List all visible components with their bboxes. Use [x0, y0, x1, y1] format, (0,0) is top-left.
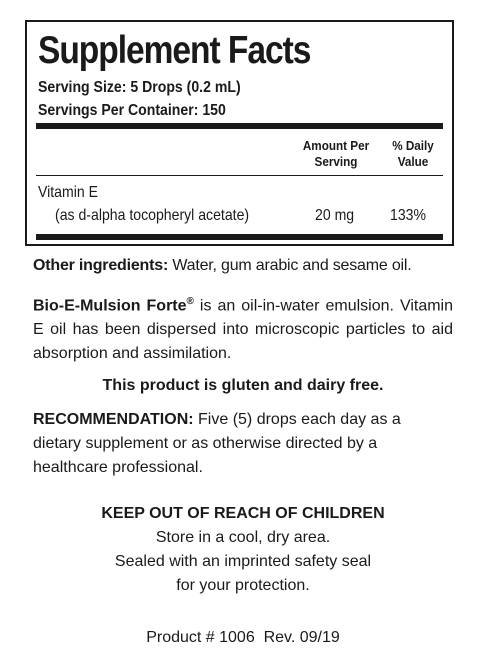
supplement-facts-panel — [25, 20, 454, 246]
servings-per-container: Servings Per Container: 150 — [38, 102, 226, 119]
recommendation-label: RECOMMENDATION: — [33, 411, 194, 428]
column-header-daily-value — [382, 138, 445, 170]
product-code: Product # 1006 Rev. 09/19 — [146, 629, 340, 646]
divider-thick-top — [36, 123, 443, 129]
serving-size: Serving Size: 5 Drops (0.2 mL) — [38, 79, 241, 96]
registered-mark: ® — [186, 296, 194, 307]
other-ingredients — [33, 254, 453, 278]
seal-notice: Sealed with an imprinted safety seal — [114, 553, 372, 570]
product-name: Bio-E-Mulsion Forte — [33, 297, 187, 315]
other-ingredients-label: Other ingredients: — [33, 257, 169, 274]
nutrient-daily-value: 133% — [390, 207, 427, 224]
column-header-amount — [293, 138, 379, 170]
nutrient-form: (as d-alpha tocopheryl acetate) — [55, 207, 250, 224]
recommendation — [33, 408, 453, 480]
column-header-amount-line2: Serving — [314, 154, 358, 169]
keep-out-warning: KEEP OUT OF REACH OF CHILDREN — [101, 505, 385, 522]
nutrient-amount: 20 mg — [315, 207, 355, 224]
other-ingredients-text: Water, gum arabic and sesame oil. — [168, 257, 412, 274]
column-header-dv-line2: Value — [397, 154, 429, 169]
gluten-statement: This product is gluten and dairy free. — [102, 377, 384, 394]
storage-instruction: Store in a cool, dry area. — [155, 529, 331, 546]
facts-title: Supplement Facts — [38, 29, 311, 72]
divider-thin — [36, 175, 443, 176]
product-description-text: is an oil-in-water emulsion. Vitamin E oil has been dispersed into microscopic particles to aid absorption and assimilation. — [33, 297, 453, 363]
recommendation-text: Five (5) drops each day as a dietary supplement or as otherwise directed by a healthcare professional. — [33, 411, 401, 476]
nutrient-name: Vitamin E — [38, 184, 99, 201]
column-header-amount-line1: Amount Per — [302, 138, 370, 153]
divider-thick-bottom — [36, 234, 443, 240]
product-description — [33, 290, 453, 366]
protection-notice: for your protection. — [176, 577, 310, 594]
column-header-dv-line1: % Daily — [392, 138, 434, 153]
